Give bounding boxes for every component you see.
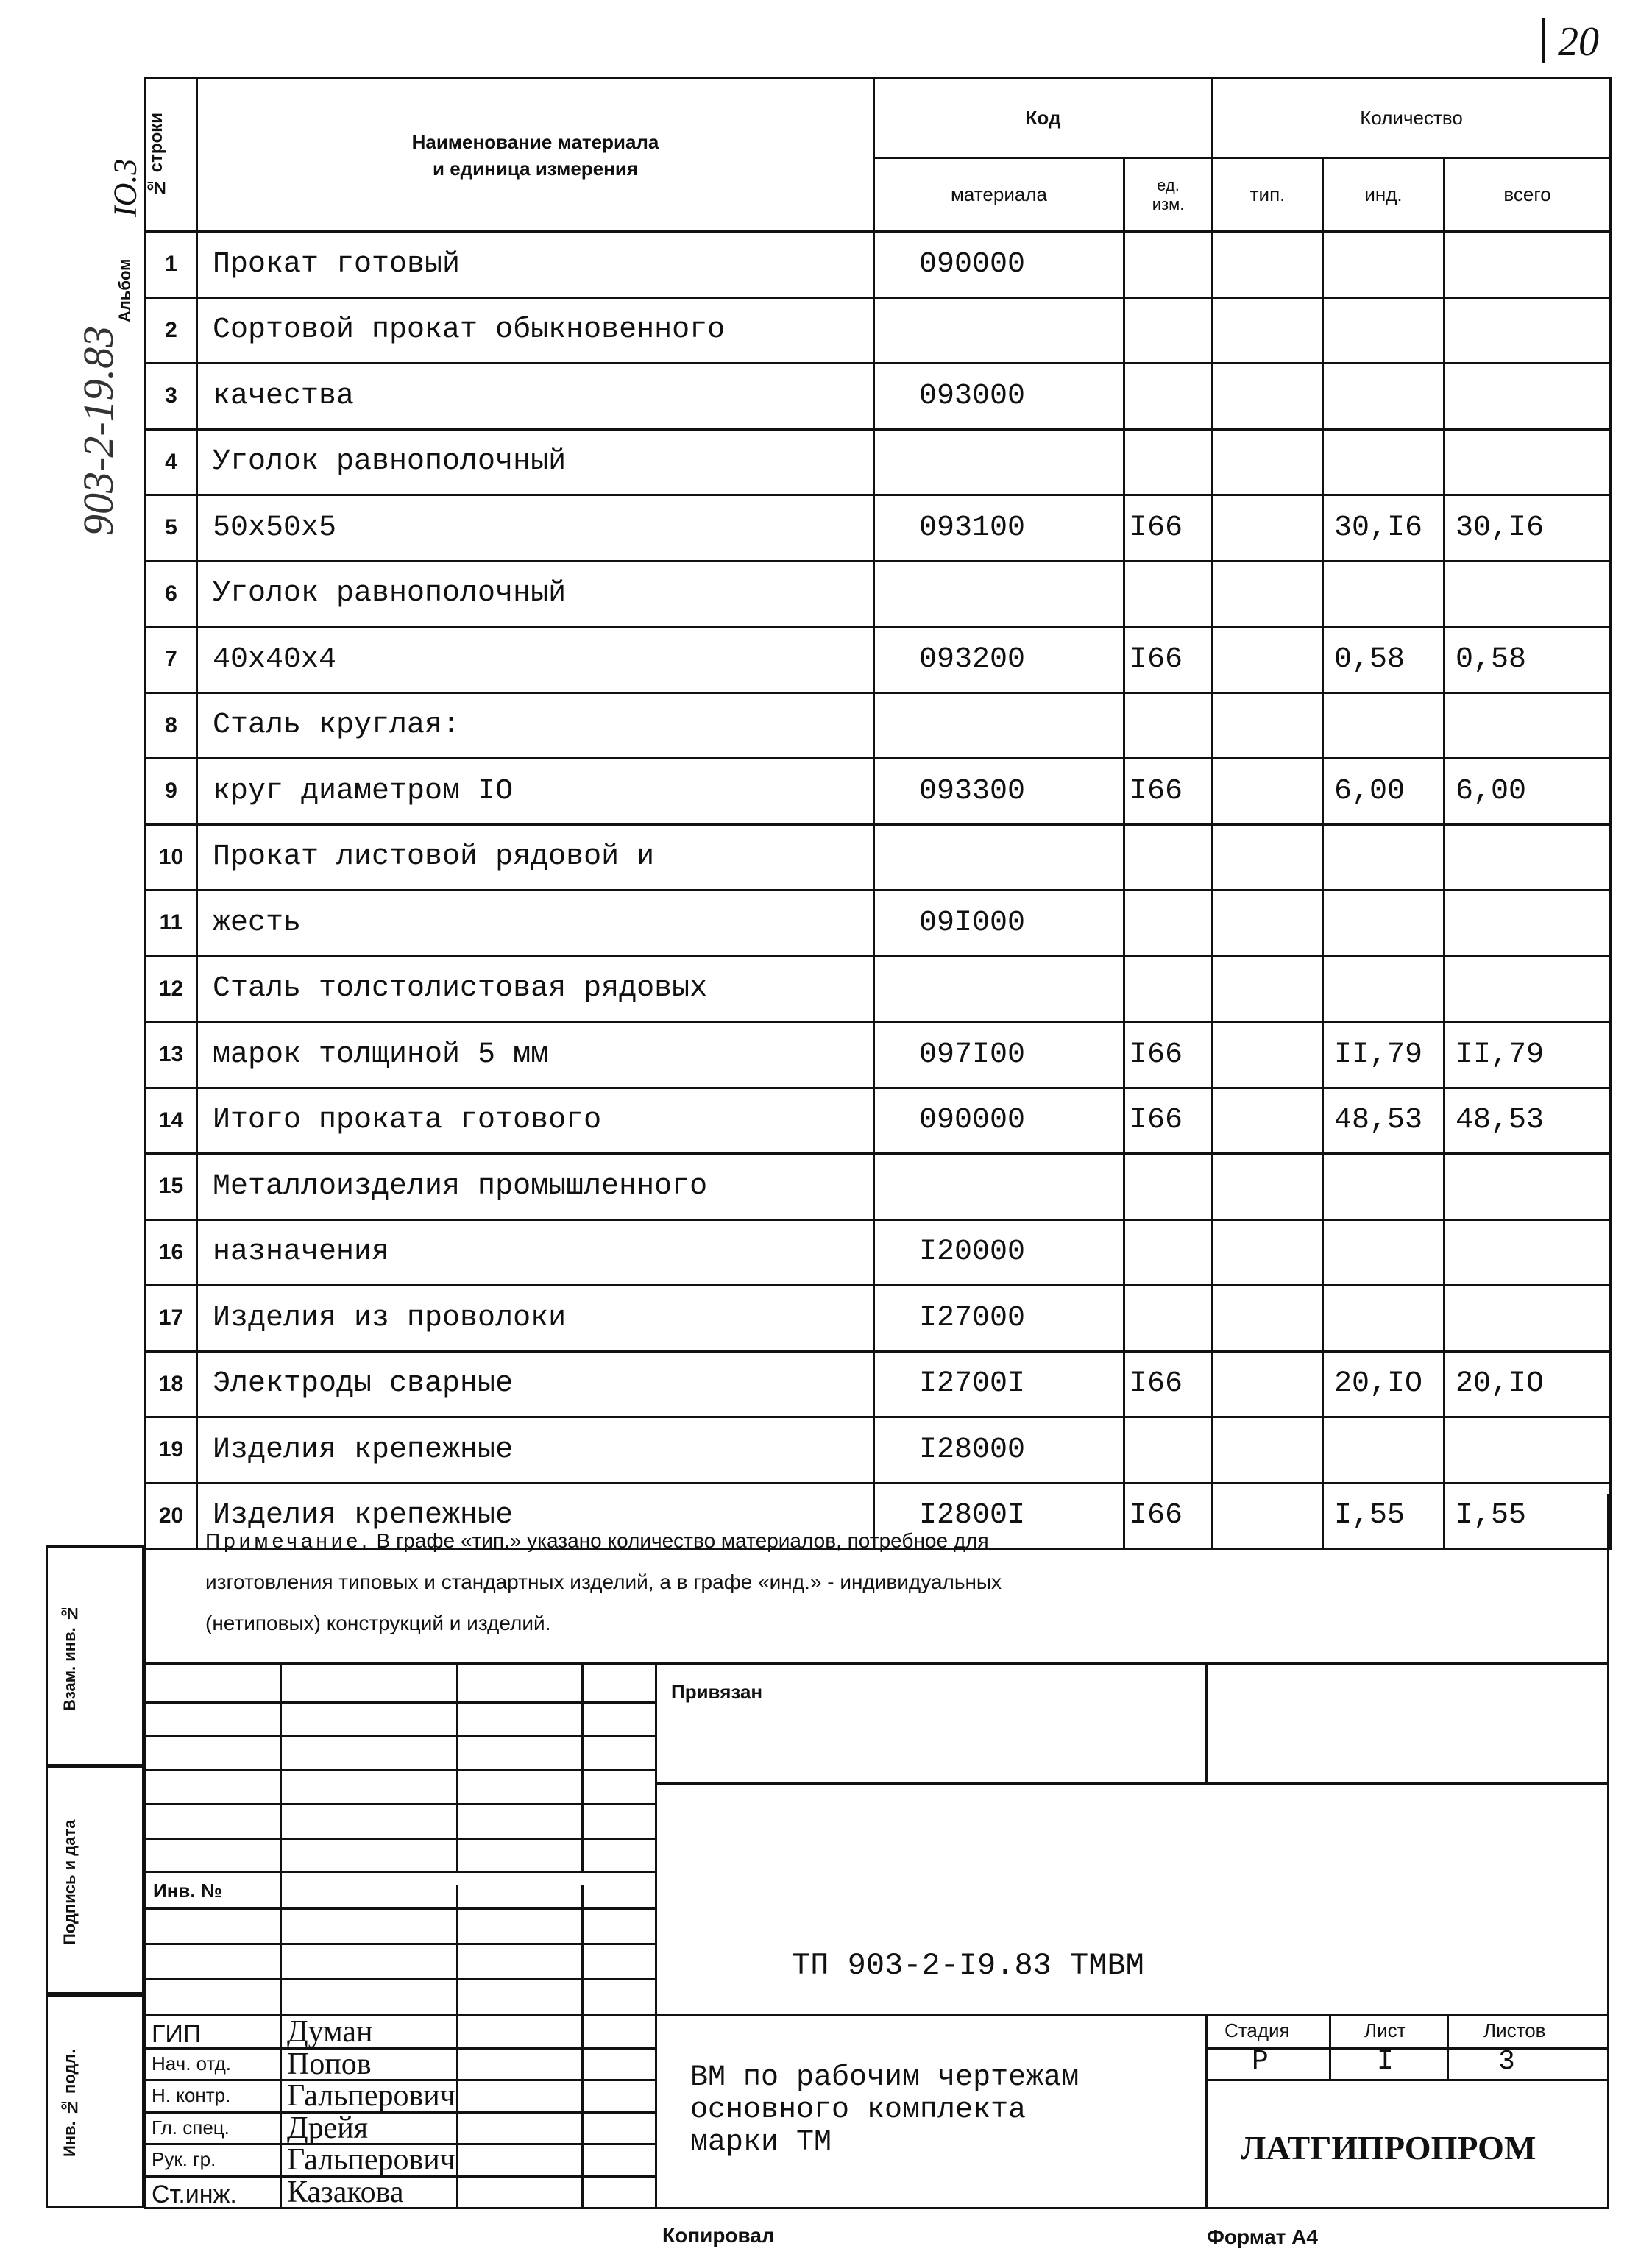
- qty-total: [1444, 1219, 1611, 1286]
- material-code: I2700I: [874, 1351, 1124, 1417]
- unit-code: [1124, 1417, 1213, 1484]
- qty-total: [1444, 561, 1611, 627]
- qty-total: II,79: [1444, 1022, 1611, 1088]
- sheet-label: Лист: [1364, 2019, 1406, 2041]
- qty-type: [1213, 232, 1323, 298]
- qty-ind: [1323, 956, 1444, 1022]
- unit-code: I66: [1124, 495, 1213, 562]
- qty-ind: [1323, 890, 1444, 957]
- qty-type: [1213, 1088, 1323, 1154]
- qty-ind: [1323, 561, 1444, 627]
- qty-type: [1213, 890, 1323, 957]
- unit-code: I66: [1124, 1483, 1213, 1549]
- signatory-name: Казакова: [287, 2175, 404, 2209]
- material-name: Сортовой прокат обыкновенного: [197, 297, 874, 364]
- qty-total: [1444, 297, 1611, 364]
- material-code: [874, 1154, 1124, 1220]
- row-number: 4: [146, 429, 197, 495]
- signatory-role: Н. контр.: [152, 2084, 231, 2106]
- qty-ind: [1323, 1286, 1444, 1352]
- material-code: I28000: [874, 1417, 1124, 1484]
- unit-code: [1124, 890, 1213, 957]
- material-code: 097I00: [874, 1022, 1124, 1088]
- row-number: 6: [146, 561, 197, 627]
- table-row: [146, 824, 1611, 890]
- table-row: [146, 1351, 1611, 1417]
- unit-code: [1124, 692, 1213, 759]
- signatory-role: ГИП: [152, 2020, 202, 2048]
- material-code: I2800I: [874, 1483, 1124, 1549]
- table-row: [146, 956, 1611, 1022]
- material-code: [874, 429, 1124, 495]
- side-stamp-cell: [46, 1545, 144, 1766]
- material-name: жесть: [197, 890, 874, 957]
- unit-code: [1124, 232, 1213, 298]
- header-name-text: Наименование материала и единица измерения: [411, 130, 659, 180]
- qty-ind: [1323, 297, 1444, 364]
- title-block: [144, 1665, 1609, 2209]
- qty-ind: [1323, 429, 1444, 495]
- unit-code: I66: [1124, 1088, 1213, 1154]
- material-code: 093100: [874, 495, 1124, 562]
- qty-ind: [1323, 1219, 1444, 1286]
- material-name: Итого проката готового: [197, 1088, 874, 1154]
- note-text-3: (нетиповых) конструкций и изделий.: [205, 1612, 551, 1634]
- qty-ind: 20,IO: [1323, 1351, 1444, 1417]
- signatory-role: Нач. отд.: [152, 2052, 231, 2075]
- qty-total: [1444, 364, 1611, 430]
- material-code: [874, 956, 1124, 1022]
- side-stamp: [46, 1545, 144, 2208]
- material-name: Уголок равнополочный: [197, 429, 874, 495]
- material-name: Изделия крепежные: [197, 1483, 874, 1549]
- row-number: 14: [146, 1088, 197, 1154]
- row-number: 11: [146, 890, 197, 957]
- side-stamp-cell: [46, 1994, 144, 2208]
- row-number: 9: [146, 759, 197, 825]
- material-name: Изделия из проволоки: [197, 1286, 874, 1352]
- unit-code: I66: [1124, 1351, 1213, 1417]
- note-line-1: [205, 1520, 1607, 1562]
- row-number: 1: [146, 232, 197, 298]
- signatory-name: Гальперович: [287, 2079, 455, 2113]
- qty-total: 20,IO: [1444, 1351, 1611, 1417]
- qty-total: [1444, 232, 1611, 298]
- organization-name: ЛАТГИПРОПРОМ: [1241, 2129, 1536, 2167]
- material-code: I27000: [874, 1286, 1124, 1352]
- table-row: [146, 1022, 1611, 1088]
- table-row: [146, 627, 1611, 693]
- material-code: [874, 297, 1124, 364]
- qty-total: 6,00: [1444, 759, 1611, 825]
- album-value: IO.3: [107, 158, 143, 217]
- row-number: 18: [146, 1351, 197, 1417]
- row-number: 8: [146, 692, 197, 759]
- qty-total: 48,53: [1444, 1088, 1611, 1154]
- material-name: Сталь круглая:: [197, 692, 874, 759]
- qty-total: [1444, 429, 1611, 495]
- document-code: ТП 903-2-I9.83 ТМВМ: [792, 1948, 1144, 1983]
- row-number: 7: [146, 627, 197, 693]
- qty-type: [1213, 1351, 1323, 1417]
- signatory-role: Гл. спец.: [152, 2116, 230, 2139]
- header-code-unit: ед. изм.: [1124, 158, 1213, 232]
- material-name: Электроды сварные: [197, 1351, 874, 1417]
- sheets-value: 3: [1498, 2046, 1515, 2077]
- row-number: 20: [146, 1483, 197, 1549]
- qty-total: [1444, 692, 1611, 759]
- qty-total: 0,58: [1444, 627, 1611, 693]
- header-row-number-text: № строки: [146, 113, 166, 197]
- material-name: 40x40x4: [197, 627, 874, 693]
- row-number: 12: [146, 956, 197, 1022]
- qty-type: [1213, 429, 1323, 495]
- material-code: 090000: [874, 1088, 1124, 1154]
- table-row: [146, 1154, 1611, 1220]
- row-number: 19: [146, 1417, 197, 1484]
- header-qty-total: всего: [1444, 158, 1611, 232]
- qty-ind: [1323, 232, 1444, 298]
- table-row: [146, 1286, 1611, 1352]
- sign-date-label: Подпись и дата: [60, 1819, 79, 1946]
- unit-code: [1124, 1219, 1213, 1286]
- material-code: 09I000: [874, 890, 1124, 957]
- qty-ind: [1323, 364, 1444, 430]
- table-row: [146, 1088, 1611, 1154]
- row-number: 2: [146, 297, 197, 364]
- qty-total: [1444, 890, 1611, 957]
- qty-type: [1213, 1417, 1323, 1484]
- qty-ind: II,79: [1323, 1022, 1444, 1088]
- qty-type: [1213, 1286, 1323, 1352]
- row-number: 15: [146, 1154, 197, 1220]
- note-text-1: В графе «тип.» указано количество материалов, потребное для: [376, 1529, 989, 1552]
- qty-type: [1213, 759, 1323, 825]
- material-name: назначения: [197, 1219, 874, 1286]
- unit-code: [1124, 956, 1213, 1022]
- qty-type: [1213, 297, 1323, 364]
- format-label: Формат А4: [1207, 2225, 1318, 2248]
- material-code: [874, 561, 1124, 627]
- material-name: Изделия крепежные: [197, 1417, 874, 1484]
- qty-total: [1444, 1286, 1611, 1352]
- material-code: I20000: [874, 1219, 1124, 1286]
- handwritten-code: 903-2-19.83: [74, 325, 122, 536]
- note-text-2: изготовления типовых и стандартных изделий, а в графе «инд.» - индивидуальных: [205, 1570, 1002, 1593]
- inv-number-label: Инв. №: [153, 1880, 222, 1902]
- unit-code: [1124, 297, 1213, 364]
- qty-type: [1213, 1022, 1323, 1088]
- qty-total: 30,I6: [1444, 495, 1611, 562]
- row-number: 3: [146, 364, 197, 430]
- materials-rows: [146, 232, 1611, 1549]
- qty-type: [1213, 692, 1323, 759]
- qty-type: [1213, 1219, 1323, 1286]
- material-name: марок толщиной 5 мм: [197, 1022, 874, 1088]
- vzam-inv-label: Взам. инв. №: [60, 1604, 79, 1712]
- material-name: Металлоизделия промышленного: [197, 1154, 874, 1220]
- qty-ind: 30,I6: [1323, 495, 1444, 562]
- signatory-role: Рук. гр.: [152, 2148, 216, 2170]
- unit-code: [1124, 824, 1213, 890]
- sheets-label: Листов: [1483, 2019, 1546, 2041]
- row-number: 16: [146, 1219, 197, 1286]
- inv-podl-label: Инв. № подл.: [60, 2049, 79, 2158]
- unit-code: I66: [1124, 627, 1213, 693]
- qty-ind: [1323, 1417, 1444, 1484]
- material-code: 093300: [874, 759, 1124, 825]
- document-title: ВМ по рабочим чертежам основного комплекта марки ТМ: [690, 2061, 1080, 2159]
- qty-type: [1213, 495, 1323, 562]
- header-quantity-group: Количество: [1213, 79, 1611, 158]
- header-code-material: материала: [874, 158, 1124, 232]
- signatory-role: Ст.инж.: [152, 2180, 237, 2208]
- unit-code: [1124, 429, 1213, 495]
- material-name: Прокат листовой рядовой и: [197, 824, 874, 890]
- unit-code: [1124, 1154, 1213, 1220]
- material-name: качества: [197, 364, 874, 430]
- material-name: 50x50x5: [197, 495, 874, 562]
- header-qty-ind: инд.: [1323, 158, 1444, 232]
- qty-total: [1444, 824, 1611, 890]
- unit-code: I66: [1124, 1022, 1213, 1088]
- privyazan-label: Привязан: [671, 1681, 763, 1703]
- qty-type: [1213, 364, 1323, 430]
- qty-ind: [1323, 1154, 1444, 1220]
- material-code: [874, 824, 1124, 890]
- table-row: [146, 759, 1611, 825]
- qty-type: [1213, 627, 1323, 693]
- table-row: [146, 561, 1611, 627]
- header-row-number: [146, 79, 197, 232]
- row-number: 13: [146, 1022, 197, 1088]
- header-qty-type: тип.: [1213, 158, 1323, 232]
- copied-label: Копировал: [662, 2224, 775, 2247]
- note-block: [144, 1494, 1609, 1665]
- qty-ind: 48,53: [1323, 1088, 1444, 1154]
- signatory-name: Думан: [287, 2015, 373, 2049]
- material-name: Сталь толстолистовая рядовых: [197, 956, 874, 1022]
- signatory-name: Гальперович: [287, 2143, 455, 2177]
- table-row: [146, 1219, 1611, 1286]
- qty-total: [1444, 956, 1611, 1022]
- page-number: 20: [1542, 18, 1639, 63]
- qty-ind: I,55: [1323, 1483, 1444, 1549]
- material-name: круг диаметром IO: [197, 759, 874, 825]
- qty-type: [1213, 561, 1323, 627]
- table-row: [146, 297, 1611, 364]
- qty-ind: [1323, 824, 1444, 890]
- material-code: [874, 692, 1124, 759]
- qty-type: [1213, 1154, 1323, 1220]
- signatory-name: Дрейя: [287, 2111, 369, 2145]
- table-row: [146, 1417, 1611, 1484]
- qty-ind: 6,00: [1323, 759, 1444, 825]
- qty-total: [1444, 1417, 1611, 1484]
- note-label: Примечание.: [205, 1529, 371, 1552]
- album-label: Альбом: [116, 258, 134, 323]
- row-number: 17: [146, 1286, 197, 1352]
- qty-type: [1213, 824, 1323, 890]
- header-name: [197, 79, 874, 232]
- material-name: Уголок равнополочный: [197, 561, 874, 627]
- qty-type: [1213, 956, 1323, 1022]
- materials-table: [144, 77, 1612, 1550]
- table-row: [146, 890, 1611, 957]
- header-code-group: Код: [874, 79, 1213, 158]
- unit-code: [1124, 364, 1213, 430]
- table-row: [146, 692, 1611, 759]
- material-code: 093000: [874, 364, 1124, 430]
- sheet-value: I: [1377, 2046, 1394, 2077]
- stage-label: Стадия: [1224, 2019, 1290, 2041]
- signatory-name: Попов: [287, 2047, 372, 2081]
- stage-value: Р: [1252, 2046, 1269, 2077]
- material-code: 093200: [874, 627, 1124, 693]
- qty-ind: 0,58: [1323, 627, 1444, 693]
- row-number: 5: [146, 495, 197, 562]
- material-code: 090000: [874, 232, 1124, 298]
- unit-code: I66: [1124, 759, 1213, 825]
- side-stamp-cell: [46, 1766, 144, 1994]
- table-row: [146, 495, 1611, 562]
- unit-code: [1124, 1286, 1213, 1352]
- row-number: 10: [146, 824, 197, 890]
- table-row: [146, 232, 1611, 298]
- qty-total: I,55: [1444, 1483, 1611, 1549]
- qty-total: [1444, 1154, 1611, 1220]
- qty-ind: [1323, 692, 1444, 759]
- material-name: Прокат готовый: [197, 232, 874, 298]
- unit-code: [1124, 561, 1213, 627]
- table-row: [146, 429, 1611, 495]
- table-row: [146, 364, 1611, 430]
